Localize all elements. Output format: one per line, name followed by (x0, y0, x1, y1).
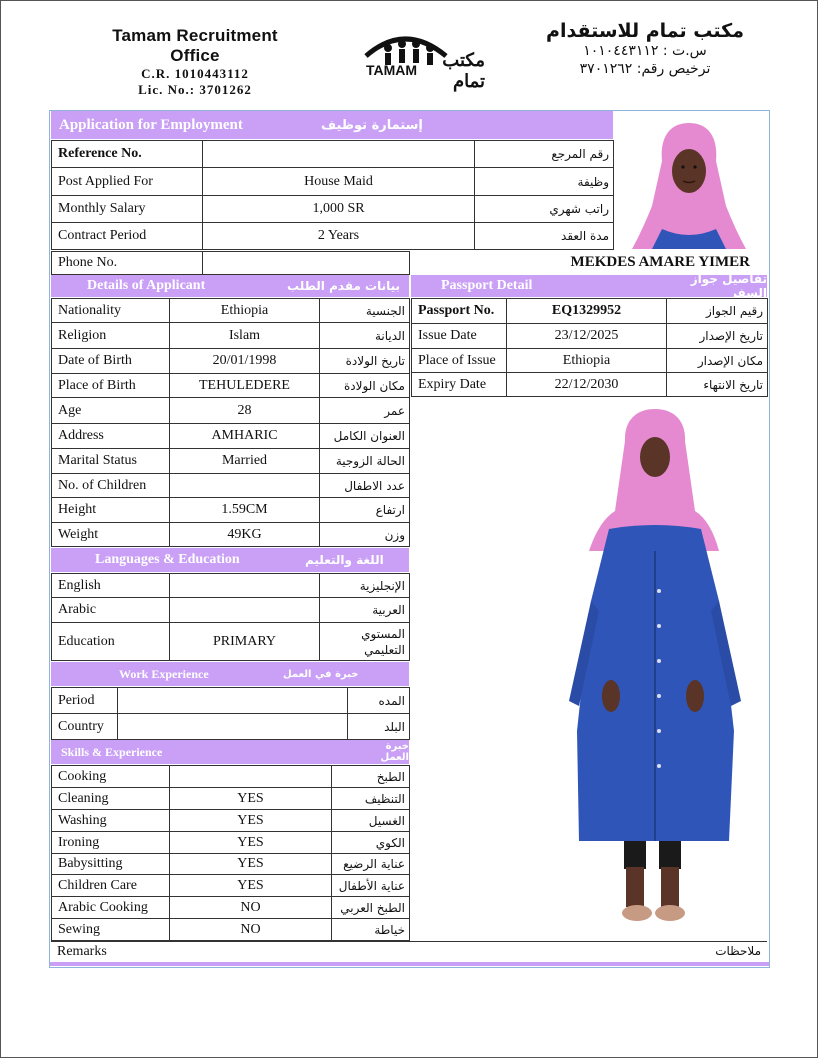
bottom-accent-bar (50, 962, 769, 966)
table-row (52, 323, 410, 349)
sewing-label-ar: خياطة (332, 919, 410, 941)
washing-value: YES (170, 810, 332, 832)
logo-text-ar: مكتب تمام (442, 50, 485, 91)
logo-text: TAMAM (366, 62, 418, 78)
skills-table (51, 765, 410, 941)
country-value (118, 714, 348, 740)
arabic-cooking-label: Arabic Cooking (52, 897, 170, 919)
languages-title-ar: اللغة والتعليم (305, 553, 384, 567)
salary-value: 1,000 SR (203, 196, 475, 223)
post-label-ar: وظيفة (475, 168, 614, 196)
table-row (52, 223, 614, 250)
table-row (52, 766, 410, 788)
company-logo (360, 22, 485, 91)
languages-title: Languages & Education (95, 552, 240, 567)
company-name-ar: مكتب تمام للاستقدام (546, 20, 744, 42)
babysitting-value: YES (170, 854, 332, 875)
height-value: 1.59CM (170, 498, 320, 523)
address-label: Address (52, 424, 170, 449)
education-label: Education (52, 623, 170, 661)
contract-label-ar: مدة العقد (475, 223, 614, 250)
nationality-label-ar: الجنسية (320, 299, 410, 323)
children-care-value: YES (170, 875, 332, 897)
applicant-title: Details of Applicant (87, 278, 206, 293)
weight-label-ar: وزن (320, 523, 410, 547)
contract-label: Contract Period (52, 223, 203, 250)
table-row (412, 349, 768, 373)
table-row (52, 474, 410, 498)
phone-value (203, 252, 410, 275)
table-row (52, 832, 410, 854)
sewing-value: NO (170, 919, 332, 941)
salary-label: Monthly Salary (52, 196, 203, 223)
table-row (52, 498, 410, 523)
expiry-label: Expiry Date (412, 373, 507, 397)
table-row (52, 574, 410, 598)
babysitting-label: Babysitting (52, 854, 170, 875)
cr-number-ar: س.ت : ١٠١٠٤٤٣١١٢ (583, 43, 707, 59)
phone-table (51, 251, 410, 275)
nationality-label: Nationality (52, 299, 170, 323)
dob-label-ar: تاريخ الولادة (320, 349, 410, 374)
applicant-title-ar: بيانات مقدم الطلب (287, 279, 401, 293)
address-value: AMHARIC (170, 424, 320, 449)
religion-value: Islam (170, 323, 320, 349)
marital-value: Married (170, 449, 320, 474)
ironing-value: YES (170, 832, 332, 854)
cleaning-value: YES (170, 788, 332, 810)
work-title-ar: خبرة في العمل (283, 668, 359, 680)
ironing-label-ar: الكوي (332, 832, 410, 854)
age-label-ar: عمر (320, 398, 410, 424)
table-row (52, 523, 410, 547)
table-row (52, 449, 410, 474)
cr-number-en: C.R. 1010443112 (141, 66, 249, 81)
height-label-ar: ارتفاع (320, 498, 410, 523)
issue-date-label: Issue Date (412, 324, 507, 349)
license-number-en: Lic. No.: 3701262 (138, 82, 252, 97)
cooking-label: Cooking (52, 766, 170, 788)
children-label: No. of Children (52, 474, 170, 498)
period-label-ar: المده (348, 688, 410, 714)
table-row (412, 373, 768, 397)
weight-value: 49KG (170, 523, 320, 547)
country-label: Country (52, 714, 118, 740)
weight-label: Weight (52, 523, 170, 547)
washing-label-ar: الغسيل (332, 810, 410, 832)
pob-value: TEHULEDERE (170, 374, 320, 398)
table-row (52, 168, 614, 196)
cooking-value (170, 766, 332, 788)
header-right (540, 20, 750, 78)
passport-no-label-ar: رقيم الجواز (667, 299, 768, 324)
arabic-cooking-label-ar: الطبخ العربي (332, 897, 410, 919)
religion-label-ar: الديانة (320, 323, 410, 349)
arabic-cooking-value: NO (170, 897, 332, 919)
height-label: Height (52, 498, 170, 523)
salary-label-ar: راتب شهري (475, 196, 614, 223)
table-row (52, 374, 410, 398)
post-label: Post Applied For (52, 168, 203, 196)
cooking-label-ar: الطبخ (332, 766, 410, 788)
children-value (170, 474, 320, 498)
issue-place-label-ar: مكان الإصدار (667, 349, 768, 373)
skills-title: Skills & Experience (61, 744, 163, 759)
post-value: House Maid (203, 168, 475, 196)
table-row (52, 897, 410, 919)
table-row (52, 196, 614, 223)
license-number-ar: ترخيص رقم: ٣٧٠١٢٦٢ (579, 61, 711, 77)
table-row (52, 623, 410, 661)
work-table (51, 687, 410, 740)
skills-title-ar: خبرة العمل (380, 741, 409, 763)
contract-value: 2 Years (203, 223, 475, 250)
applicant-title-band (51, 275, 409, 297)
issue-date-label-ar: تاريخ الإصدار (667, 324, 768, 349)
education-value: PRIMARY (170, 623, 320, 661)
passport-title-ar: تفاصيل جواز السفر (690, 272, 767, 300)
english-value (170, 574, 320, 598)
issue-place-label: Place of Issue (412, 349, 507, 373)
company-name-en: Tamam Recruitment Office (112, 26, 278, 65)
application-title: Application for Employment (59, 116, 243, 133)
cleaning-label: Cleaning (52, 788, 170, 810)
table-row (52, 424, 410, 449)
table-row (412, 324, 768, 349)
reference-label-ar: رقم المرجع (475, 141, 614, 168)
remarks-label: Remarks (57, 944, 107, 959)
washing-label: Washing (52, 810, 170, 832)
table-row (52, 688, 410, 714)
religion-label: Religion (52, 323, 170, 349)
pob-label-ar: مكان الولادة (320, 374, 410, 398)
children-care-label-ar: عناية الأطفال (332, 875, 410, 897)
remarks-label-ar: ملاحظات (715, 944, 761, 958)
table-row (52, 141, 614, 168)
table-row (412, 299, 768, 324)
skills-title-band (51, 740, 409, 764)
table-row (52, 788, 410, 810)
table-row (52, 810, 410, 832)
age-label: Age (52, 398, 170, 424)
passport-no-label: Passport No. (412, 299, 507, 324)
table-row (52, 854, 410, 875)
application-table (51, 140, 614, 250)
applicant-portrait-photo (622, 111, 756, 249)
expiry-label-ar: تاريخ الانتهاء (667, 373, 768, 397)
languages-table (51, 573, 410, 661)
dob-label: Date of Birth (52, 349, 170, 374)
table-row (52, 598, 410, 623)
dob-value: 20/01/1998 (170, 349, 320, 374)
period-label: Period (52, 688, 118, 714)
country-label-ar: البلد (348, 714, 410, 740)
marital-label-ar: الحالة الزوجية (320, 449, 410, 474)
passport-title: Passport Detail (441, 278, 533, 293)
english-label-ar: الإنجليزية (320, 574, 410, 598)
work-title: Work Experience (119, 666, 209, 681)
table-row (52, 398, 410, 424)
address-label-ar: العنوان الكامل (320, 424, 410, 449)
languages-title-band (51, 548, 409, 572)
cleaning-label-ar: التنظيف (332, 788, 410, 810)
reference-label: Reference No. (52, 141, 203, 168)
header-left (92, 26, 298, 98)
nationality-value: Ethiopia (170, 299, 320, 323)
passport-no-value: EQ1329952 (507, 299, 667, 324)
work-title-band (51, 662, 409, 686)
phone-label: Phone No. (52, 252, 203, 275)
table-row (52, 349, 410, 374)
passport-table (411, 298, 768, 397)
period-value (118, 688, 348, 714)
children-label-ar: عدد الاطفال (320, 474, 410, 498)
arabic-label-ar: العربية (320, 598, 410, 623)
passport-title-band (411, 272, 767, 300)
application-title-ar: إستمارة توظيف (321, 117, 423, 133)
applicant-full-body-photo (419, 401, 753, 937)
arabic-value (170, 598, 320, 623)
application-title-band (51, 111, 613, 139)
english-label: English (52, 574, 170, 598)
table-row (52, 919, 410, 941)
ironing-label: Ironing (52, 832, 170, 854)
arabic-label: Arabic (52, 598, 170, 623)
table-row (52, 299, 410, 323)
table-row (52, 714, 410, 740)
remarks-row (51, 941, 767, 962)
age-value: 28 (170, 398, 320, 424)
issue-date-value: 23/12/2025 (507, 324, 667, 349)
applicant-name: MEKDES AMARE YIMER (570, 254, 750, 270)
table-row (52, 252, 410, 275)
sewing-label: Sewing (52, 919, 170, 941)
table-row (52, 875, 410, 897)
expiry-value: 22/12/2030 (507, 373, 667, 397)
babysitting-label-ar: عناية الرضيع (332, 854, 410, 875)
applicant-table (51, 298, 410, 547)
pob-label: Place of Birth (52, 374, 170, 398)
issue-place-value: Ethiopia (507, 349, 667, 373)
children-care-label: Children Care (52, 875, 170, 897)
marital-label: Marital Status (52, 449, 170, 474)
education-label-ar: المستوي التعليمي (320, 623, 410, 661)
reference-value (203, 141, 475, 168)
